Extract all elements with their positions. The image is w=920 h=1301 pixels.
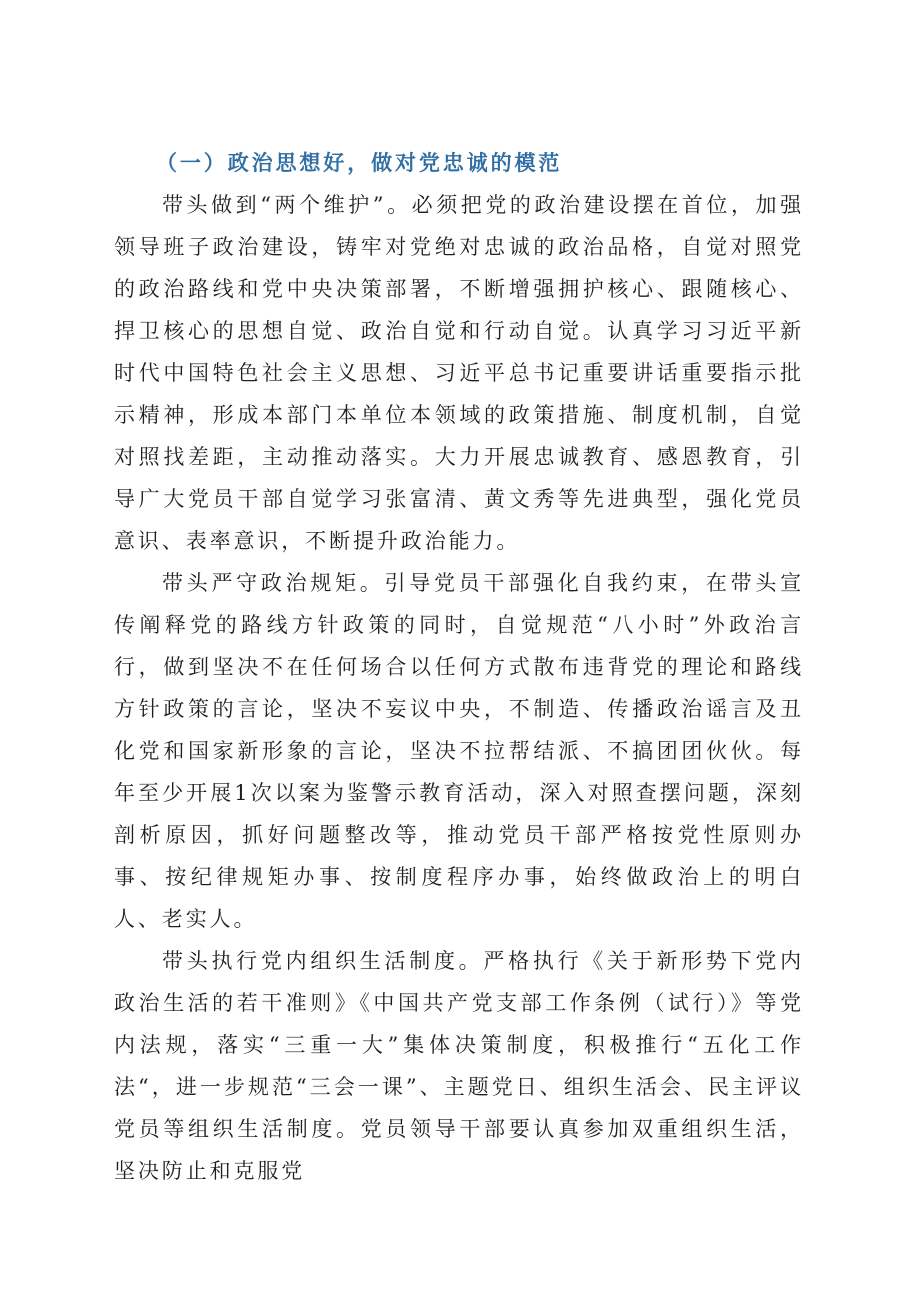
paragraph-political-rules: 带头严守政治规矩。引导党员干部强化自我约束，在带头宣传阐释党的路线方针政策的同时，自觉规范“八小时”外政治言行，做到坚决不在任何场合以任何方式散布违背党的理论和路线方针政策的言论，坚决不妄议中央，不制造、传播政治谣言及丑化党和国家新形象的言论，坚决不拉帮结派、不搞团团伙伙。每年至少开展1次以案为鉴警示教育活动，深入对照查摆问题，深刻剖析原因，抓好问题整改等，推动党员干部严格按党性原则办事、按纪律规矩办事、按制度程序办事，始终做政治上的明白人、老实人。 [114,571,804,931]
section-heading: （一）政治思想好，做对党忠诚的模范 [156,150,563,175]
paragraph-organizational-life: 带头执行党内组织生活制度。严格执行《关于新形势下党内政治生活的若干准则》《中国共产党支部工作条例（试行）》等党内法规，落实“三重一大”集体决策制度，积极推行“五化工作法“，进一步规范“三会一课”、主题党日、组织生活会、民主评议党员等组织生活制度。党员领导干部要认真参加双重组织生活，坚决防止和克服党 [114,949,804,1183]
paragraph-two-safeguards: 带头做到“两个维护”。必须把党的政治建设摆在首位，加强领导班子政治建设，铸牢对党绝对忠诚的政治品格，自觉对照党的政治路线和党中央决策部署，不断增强拥护核心、跟随核心、捍卫核心的思想自觉、政治自觉和行动自觉。认真学习习近平新时代中国特色社会主义思想、习近平总书记重要讲话重要指示批示精神，形成本部门本单位本领域的政策措施、制度机制，自觉对照找差距，主动推动落实。大力开展忠诚教育、感恩教育，引导广大党员干部自觉学习张富清、黄文秀等先进典型，强化党员意识、表率意识，不断提升政治能力。 [114,193,804,553]
document-body [114,142,804,1192]
